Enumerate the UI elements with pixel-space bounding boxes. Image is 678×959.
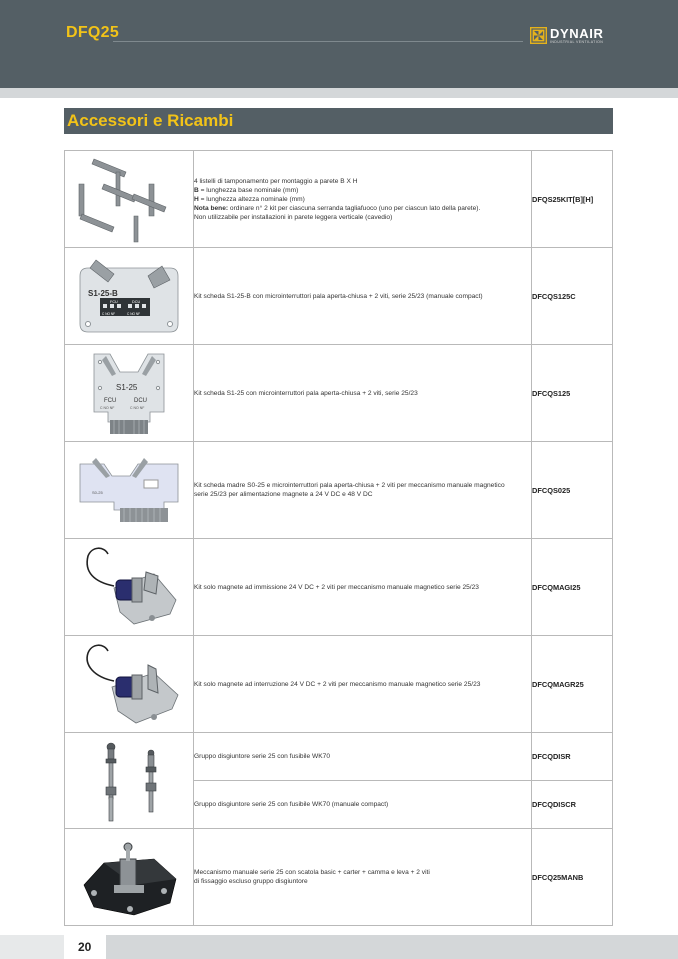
magnet-immission-image	[65, 542, 193, 632]
desc-line: di fissaggio escluso gruppo disgiuntore	[194, 878, 308, 885]
panel-strips-image	[65, 154, 193, 244]
section-header	[64, 108, 613, 134]
product-code: DFCQDISR	[532, 733, 613, 781]
table-row	[65, 636, 613, 733]
board-label: DCU	[132, 300, 141, 304]
product-image-cell	[65, 539, 194, 636]
product-image-cell	[65, 733, 194, 829]
board-label: DCU	[134, 398, 147, 404]
board-s1-25-image	[65, 348, 193, 438]
logo-fan-icon	[530, 27, 547, 44]
table-row	[65, 345, 613, 442]
product-code: DFCQS125C	[532, 248, 613, 345]
board-s1-25-b-image	[65, 254, 193, 338]
board-label: S1-25	[116, 383, 138, 392]
product-code: DFCQS025	[532, 442, 613, 539]
product-description: Kit solo magnete ad interruzione 24 V DC + 2 viti per meccanismo manuale magnetico serie 25/23	[194, 636, 532, 733]
product-code: DFCQMAGR25	[532, 636, 613, 733]
desc-key: H	[194, 195, 199, 203]
table-row	[65, 733, 613, 781]
product-description: Kit solo magnete ad immissione 24 V DC + 2 viti per meccanismo manuale magnetico serie 25/23	[194, 539, 532, 636]
desc-key: Nota bene:	[194, 204, 229, 212]
product-image-cell	[65, 636, 194, 733]
desc-key: B	[194, 186, 199, 194]
product-code: DFCQDISCR	[532, 781, 613, 829]
product-code: DFCQS125	[532, 345, 613, 442]
board-label: C NO NF	[102, 312, 116, 316]
board-label: S1-25-B	[88, 289, 118, 298]
product-image-cell	[65, 829, 194, 926]
product-title: DFQ25	[66, 24, 120, 41]
product-image-cell	[65, 151, 194, 248]
board-label: FCU	[104, 398, 117, 404]
header-rule	[113, 41, 523, 42]
table-row	[65, 248, 613, 345]
footer-bar	[106, 935, 678, 959]
product-description: Kit scheda S1-25-B con microinterruttori pala aperta-chiusa + 2 viti, serie 25/23 (manuale compact)	[194, 248, 532, 345]
board-label: S0-25	[92, 490, 103, 495]
board-s0-25-image	[65, 450, 193, 530]
magnet-interruption-image	[65, 639, 193, 729]
product-description	[194, 442, 532, 539]
page-number: 20	[78, 940, 92, 954]
product-code: DFCQ25MANB	[532, 829, 613, 926]
accessories-table	[64, 150, 613, 926]
board-label: C NO NF	[100, 406, 115, 410]
manual-mechanism-image	[65, 835, 193, 919]
product-description	[194, 151, 532, 248]
product-code: DFQS25KIT[B][H]	[532, 151, 613, 248]
logo-wordmark: DYNAIR	[550, 26, 604, 41]
product-description: Gruppo disgiuntore serie 25 con fusibile WK70 (manuale compact)	[194, 781, 532, 829]
desc-line: = lunghezza base nominale (mm)	[198, 186, 299, 194]
dynair-logo	[530, 26, 620, 46]
table-row	[65, 829, 613, 926]
desc-line: Kit scheda madre S0-25 e microinterruttori pala aperta-chiusa + 2 viti per meccanismo manuale magnetico	[194, 482, 505, 489]
desc-line: = lunghezza altezza nominale (mm)	[198, 195, 305, 203]
desc-line: ordinare n° 2 kit per ciascuna serranda tagliafuoco (uno per ciascun lato della parete).	[228, 204, 481, 212]
product-description: Kit scheda S1-25 con microinterruttori pala aperta-chiusa + 2 viti, serie 25/23	[194, 345, 532, 442]
desc-line: Meccanismo manuale serie 25 con scatola basic + carter + camma e leva + 2 viti	[194, 869, 430, 876]
product-image-cell	[65, 345, 194, 442]
desc-line: 4 listelli di tamponamento per montaggio a parete B X H	[194, 177, 358, 185]
table-row	[65, 151, 613, 248]
desc-line: serie 25/23 per alimentazione magnete a 24 V DC e 48 V DC	[194, 491, 373, 498]
product-code: DFCQMAGI25	[532, 539, 613, 636]
product-image-cell	[65, 442, 194, 539]
product-description	[194, 829, 532, 926]
logo-tagline: INDUSTRIAL VENTILATION	[550, 40, 604, 44]
table-row	[65, 442, 613, 539]
table-row	[65, 539, 613, 636]
board-label: FCU	[110, 300, 118, 304]
product-description: Gruppo disgiuntore serie 25 con fusibile WK70	[194, 733, 532, 781]
board-label: C NO NF	[130, 406, 145, 410]
product-image-cell	[65, 248, 194, 345]
fuse-disconnector-image	[65, 737, 193, 825]
footer-left-strip	[0, 935, 64, 959]
header-strip	[0, 88, 678, 98]
section-title: Accessori e Ricambi	[67, 111, 234, 130]
board-label: C NO NF	[127, 312, 141, 316]
desc-line: Non utilizzabile per installazioni in parete leggera verticale (cavedio)	[194, 213, 393, 221]
